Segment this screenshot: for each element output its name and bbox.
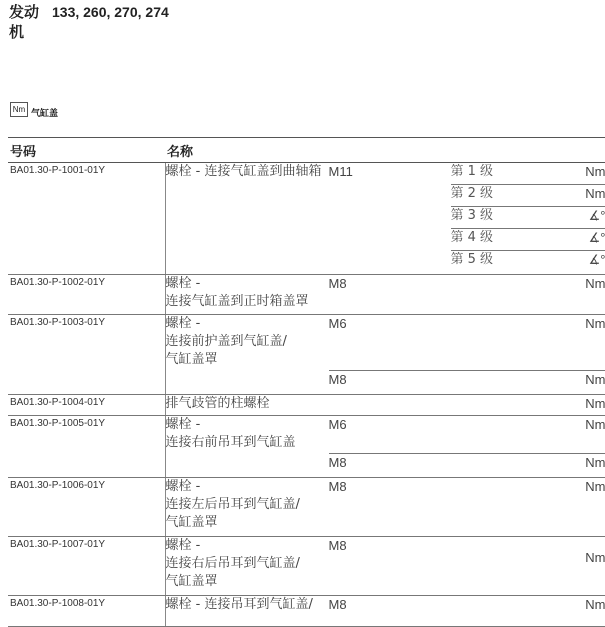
angle-unit-icon: ∡° xyxy=(571,251,605,273)
part-name: 螺栓 - 连接气缸盖到曲轴箱 xyxy=(166,163,329,272)
torque-nm-icon: Nm xyxy=(10,102,28,117)
col-id-header: 号码 xyxy=(8,138,165,163)
part-id: BA01.30-P-1008-01Y xyxy=(8,596,165,609)
torque-unit: Nm xyxy=(571,537,605,591)
table-row xyxy=(8,315,605,395)
section-title: 气缸盖 xyxy=(31,106,58,119)
torque-unit: Nm xyxy=(571,275,605,311)
torque-unit: Nm xyxy=(571,416,605,454)
table-row xyxy=(8,163,605,275)
part-id: BA01.30-P-1004-01Y xyxy=(8,395,165,408)
stage-label: 第 5 级 xyxy=(451,251,571,273)
part-id: BA01.30-P-1001-01Y xyxy=(8,163,165,176)
document-title: 发动机 xyxy=(9,2,53,42)
angle-unit-icon: ∡° xyxy=(571,207,605,229)
part-name: 螺栓 - 连接气缸盖到正时箱盖罩 xyxy=(166,275,329,311)
part-name: 螺栓 - 连接吊耳到气缸盖/ xyxy=(166,596,329,614)
engine-models: 133, 260, 270, 274 xyxy=(52,2,169,22)
part-id: BA01.30-P-1003-01Y xyxy=(8,315,165,328)
thread-size: M8 xyxy=(329,371,451,390)
stage-label: 第 2 级 xyxy=(451,185,571,207)
part-name: 螺栓 - 连接左后吊耳到气缸盖/ 气缸盖罩 xyxy=(166,478,329,532)
stage-row xyxy=(166,163,605,185)
col-name-header: 名称 xyxy=(165,138,605,163)
thread-size: M8 xyxy=(329,478,451,532)
part-id: BA01.30-P-1007-01Y xyxy=(8,537,165,550)
table-header-row xyxy=(8,138,605,163)
torque-unit: Nm xyxy=(571,454,605,473)
part-id: BA01.30-P-1005-01Y xyxy=(8,416,165,429)
table-row xyxy=(8,395,605,416)
table-row xyxy=(8,478,605,537)
torque-unit: Nm xyxy=(571,163,605,185)
torque-unit: Nm xyxy=(571,185,605,207)
stage-label: 第 4 级 xyxy=(451,229,571,251)
thread-size: M8 xyxy=(329,596,451,614)
part-id: BA01.30-P-1002-01Y xyxy=(8,275,165,288)
table-row xyxy=(8,537,605,596)
part-name: 排气歧管的柱螺栓 xyxy=(166,395,329,413)
thread-size: M6 xyxy=(329,315,451,371)
stage-label: 第 3 级 xyxy=(451,207,571,229)
torque-unit: Nm xyxy=(571,596,605,614)
angle-unit-icon: ∡° xyxy=(571,229,605,251)
torque-table xyxy=(8,137,605,627)
torque-unit: Nm xyxy=(571,315,605,371)
torque-unit: Nm xyxy=(571,395,605,413)
stage-label: 第 1 级 xyxy=(451,163,571,185)
torque-unit: Nm xyxy=(571,371,605,390)
table-row xyxy=(8,275,605,315)
part-id: BA01.30-P-1006-01Y xyxy=(8,478,165,491)
table-row xyxy=(8,416,605,478)
thread-size: M8 xyxy=(329,537,451,591)
torque-unit: Nm xyxy=(571,478,605,532)
part-name: 螺栓 - 连接右前吊耳到气缸盖 xyxy=(166,416,329,472)
thread-size: M8 xyxy=(329,454,451,473)
thread-size: M6 xyxy=(329,416,451,454)
table-row xyxy=(8,596,605,627)
part-name: 螺栓 - 连接前护盖到气缸盖/ 气缸盖罩 xyxy=(166,315,329,389)
part-name: 螺栓 - 连接右后吊耳到气缸盖/ 气缸盖罩 xyxy=(166,537,329,591)
thread-size: M11 xyxy=(329,163,451,272)
thread-size: M8 xyxy=(329,275,451,311)
